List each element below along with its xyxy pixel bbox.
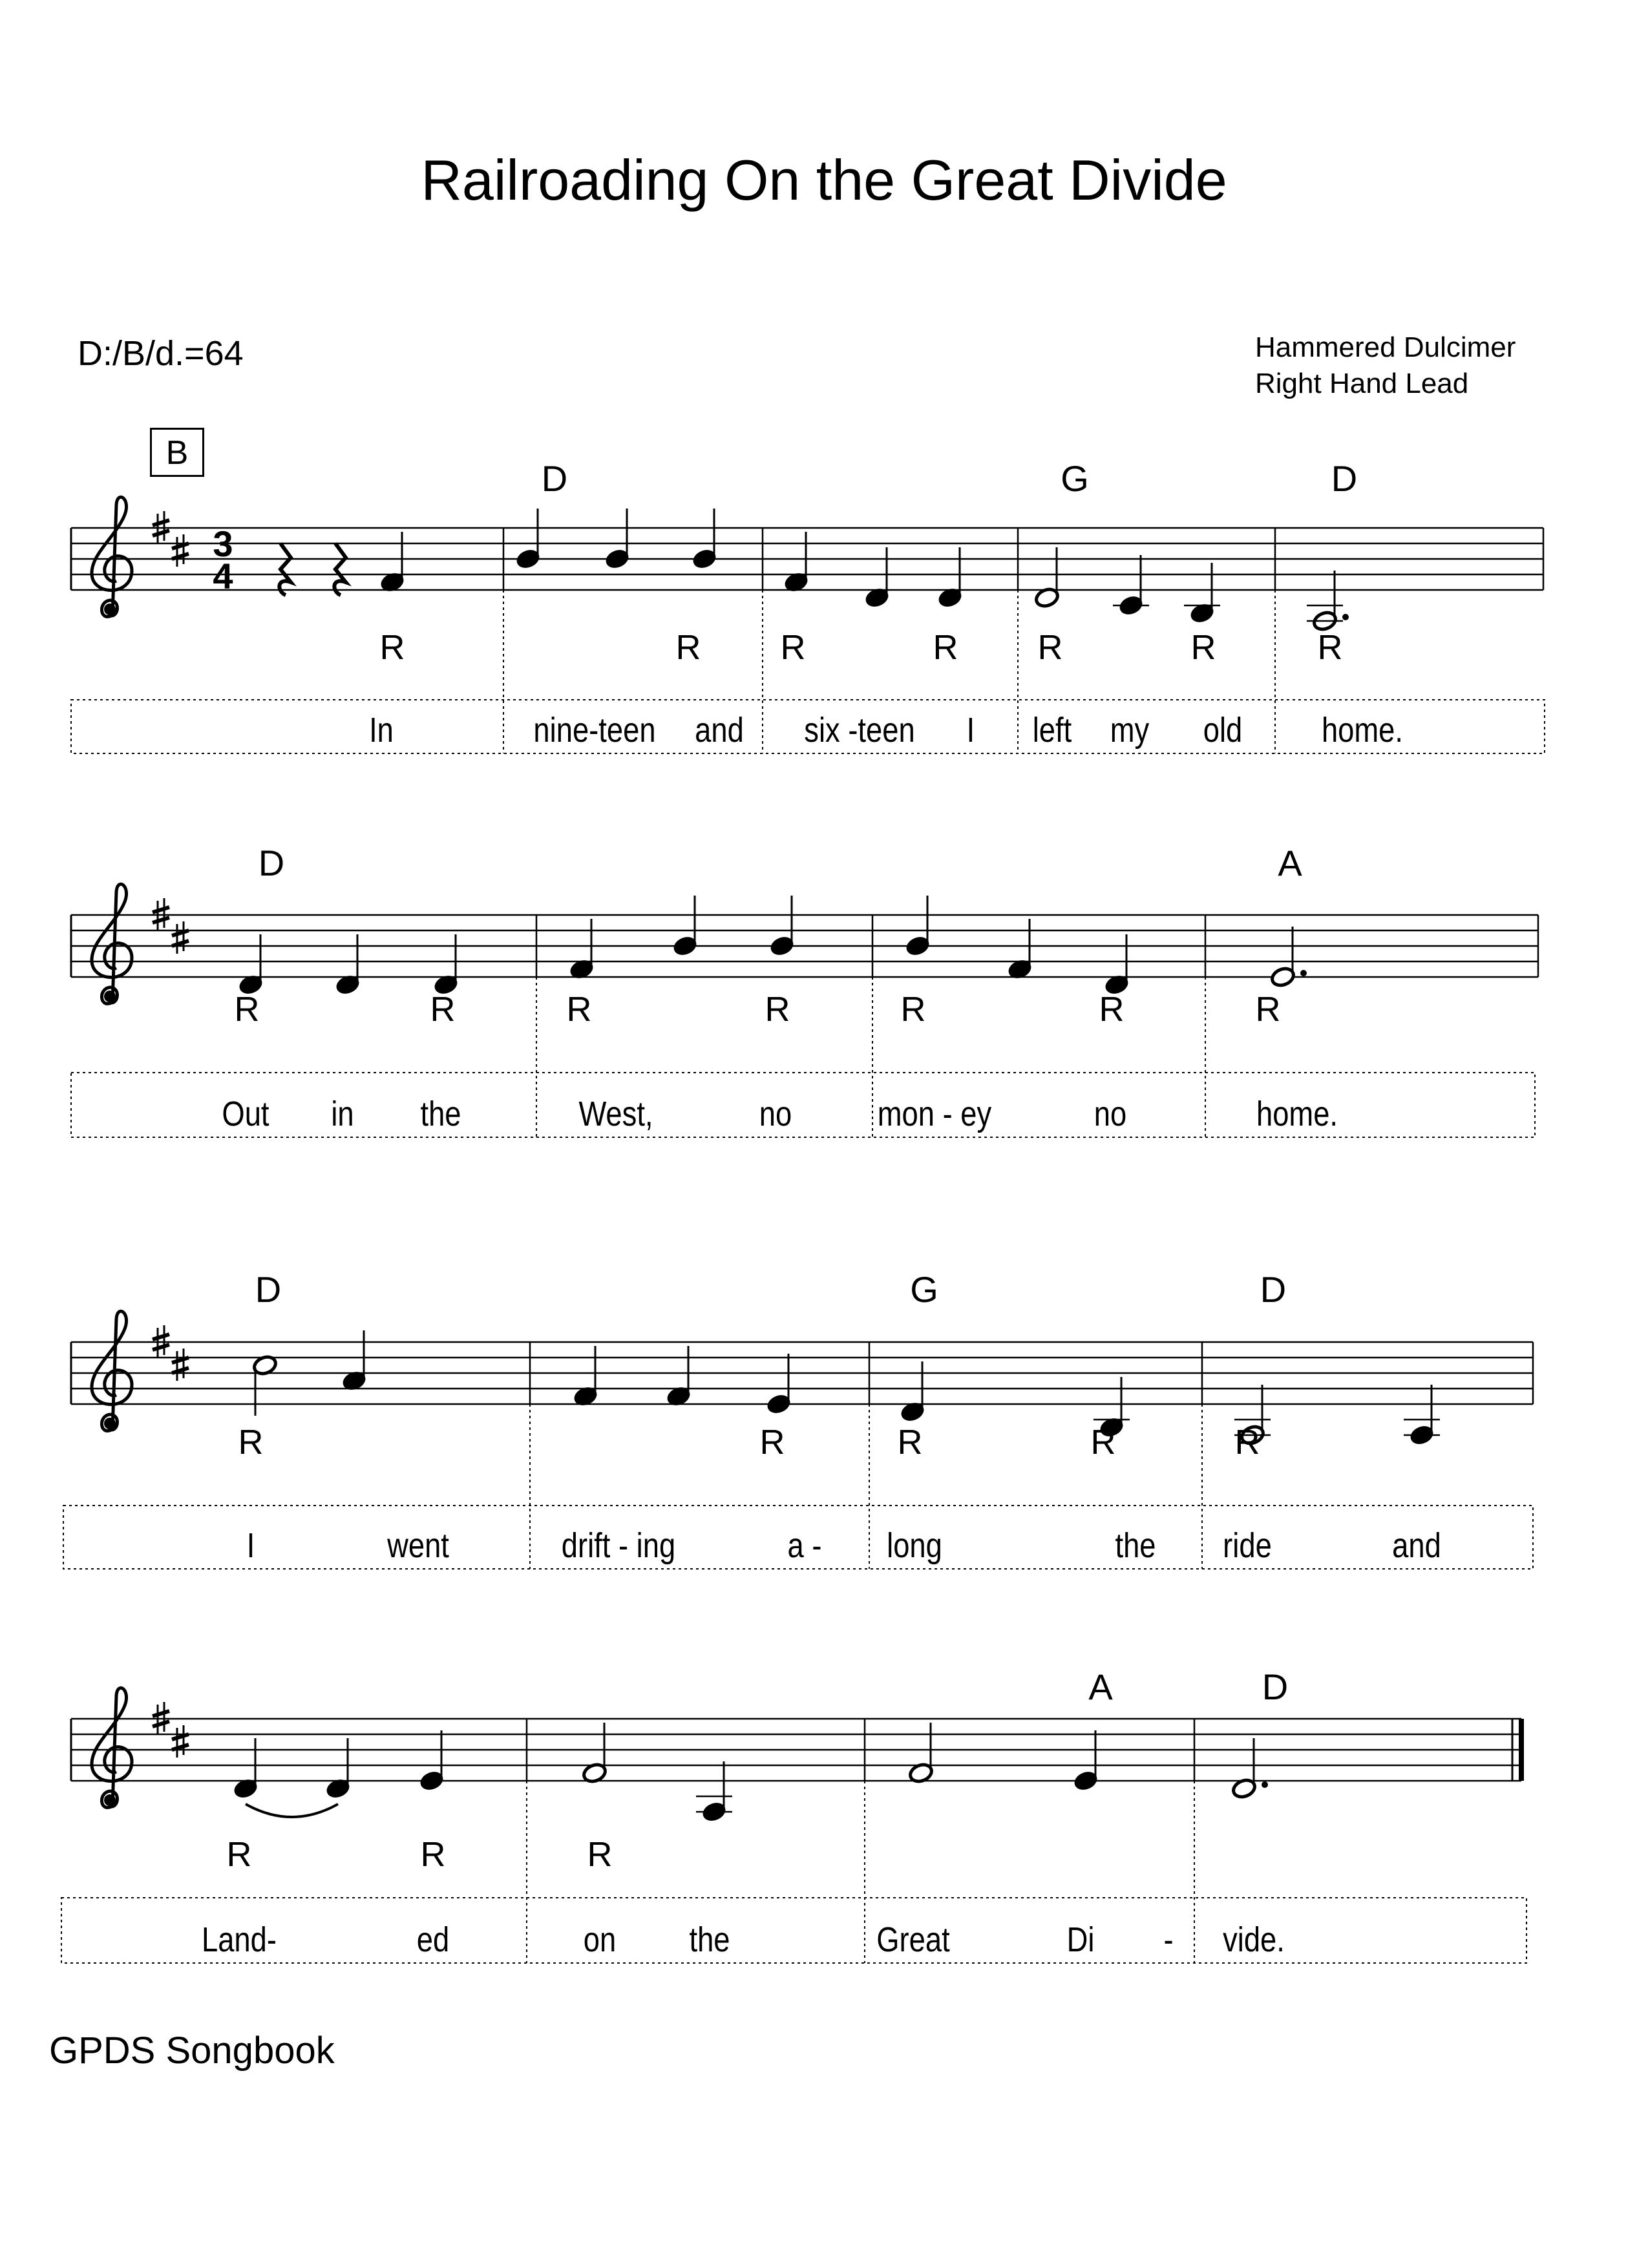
- lyric-syllable: in: [331, 1094, 354, 1133]
- right-hand-mark: R: [933, 628, 958, 667]
- chord-symbol: G: [910, 1269, 938, 1310]
- lyric-syllable: Great: [876, 1920, 950, 1959]
- chord-symbol: A: [1278, 843, 1302, 883]
- lyric-syllable: six -teen: [804, 710, 915, 750]
- lyric-syllable: the: [1115, 1526, 1156, 1565]
- quarter-rest-icon: [279, 543, 291, 595]
- note: [379, 532, 406, 593]
- note: [341, 1330, 368, 1392]
- lyric-syllable: I: [966, 710, 975, 750]
- lyric-syllable: my: [1110, 710, 1150, 750]
- note: [604, 509, 631, 570]
- right-hand-mark: R: [430, 990, 456, 1029]
- staff-system-1: [71, 458, 1545, 753]
- note: [569, 919, 595, 980]
- note: [335, 934, 361, 996]
- time-signature-bottom: 4: [213, 556, 233, 596]
- note: [1104, 934, 1130, 996]
- chord-symbol: D: [258, 843, 285, 883]
- treble-clef-icon: [92, 1688, 132, 1807]
- right-hand-mark: R: [379, 628, 405, 667]
- lyric-syllable: vide.: [1223, 1920, 1285, 1959]
- lyric-syllable: on: [583, 1920, 617, 1959]
- note: [783, 532, 810, 593]
- right-hand-mark: R: [587, 1835, 613, 1874]
- section-mark: B: [150, 428, 204, 477]
- lyric-syllable: and: [695, 710, 744, 750]
- chord-symbol: D: [1331, 458, 1358, 499]
- note: [233, 1738, 259, 1800]
- note: [325, 1738, 352, 1800]
- note: [1007, 919, 1033, 980]
- lyric-syllable: old: [1203, 710, 1243, 750]
- lyric-syllable: the: [420, 1094, 461, 1133]
- lyric-syllable: home.: [1321, 710, 1404, 750]
- right-hand-mark: R: [1099, 990, 1125, 1029]
- note: [419, 1730, 445, 1792]
- lyric-syllable: Di: [1066, 1920, 1095, 1959]
- lyric-syllable: long: [887, 1526, 942, 1565]
- chord-symbol: D: [541, 458, 568, 499]
- right-hand-mark: R: [234, 990, 260, 1029]
- note: [252, 1354, 279, 1416]
- right-hand-mark: R: [238, 1423, 264, 1462]
- lyric-syllable: In: [369, 710, 394, 750]
- note: [238, 934, 264, 996]
- sharp-icon: [172, 921, 189, 954]
- note: [433, 934, 460, 996]
- quarter-rest-icon: [334, 543, 346, 595]
- instrument-line-2: Right Hand Lead: [1255, 368, 1469, 399]
- instrument-line-1: Hammered Dulcimer: [1255, 331, 1516, 363]
- lyric-syllable: home.: [1256, 1094, 1338, 1133]
- footer-text: GPDS Songbook: [49, 2030, 335, 2072]
- sharp-icon: [172, 1725, 189, 1758]
- treble-clef-icon: [92, 497, 132, 616]
- right-hand-mark: R: [1255, 990, 1281, 1029]
- lyric-syllable: mon - ey: [877, 1094, 992, 1133]
- lyric-syllable: -: [1163, 1920, 1174, 1959]
- right-hand-mark: R: [780, 628, 806, 667]
- note: [769, 896, 796, 957]
- right-hand-mark: R: [900, 990, 926, 1029]
- right-hand-mark: R: [420, 1835, 446, 1874]
- lyric-syllable: no: [1093, 1094, 1127, 1133]
- note: [515, 509, 542, 570]
- right-hand-mark: R: [1037, 628, 1063, 667]
- staff-system-2: [71, 843, 1538, 1137]
- note: [582, 1723, 608, 1784]
- treble-clef-icon: [92, 884, 132, 1003]
- note: [1231, 1738, 1268, 1800]
- lyric-syllable: and: [1392, 1526, 1441, 1565]
- note: [692, 509, 718, 570]
- lyric-syllable: West,: [578, 1094, 653, 1133]
- lyric-syllable: I: [246, 1526, 255, 1565]
- right-hand-mark: R: [759, 1423, 785, 1462]
- right-hand-mark: R: [1190, 628, 1216, 667]
- right-hand-mark: R: [897, 1423, 923, 1462]
- note: [864, 547, 891, 609]
- lyric-syllable: the: [689, 1920, 730, 1959]
- sharp-icon: [172, 534, 189, 567]
- note: [766, 1354, 792, 1415]
- lyric-syllable: went: [387, 1526, 449, 1565]
- tempo-marking: D:/B/d.=64: [78, 334, 244, 373]
- right-hand-mark: R: [675, 628, 701, 667]
- chord-symbol: D: [1262, 1666, 1289, 1707]
- dot: [1342, 614, 1349, 620]
- note: [900, 1361, 926, 1423]
- note: [1073, 1730, 1099, 1792]
- page-title: Railroading On the Great Divide: [421, 148, 1227, 212]
- lyric-syllable: no: [759, 1094, 792, 1133]
- chord-symbol: D: [1260, 1269, 1287, 1310]
- note: [1184, 563, 1220, 624]
- note: [696, 1761, 732, 1823]
- right-hand-mark: R: [1317, 628, 1343, 667]
- note: [666, 1346, 692, 1407]
- note: [908, 1723, 935, 1784]
- lyric-syllable: ed: [416, 1920, 450, 1959]
- note: [937, 547, 964, 609]
- lyric-box: [61, 1898, 1527, 1963]
- note: [1113, 555, 1149, 616]
- lyric-syllable: drift - ing: [561, 1526, 676, 1565]
- lyric-syllable: a -: [787, 1526, 822, 1565]
- right-hand-mark: R: [566, 990, 592, 1029]
- dot: [1300, 970, 1307, 976]
- note: [573, 1346, 599, 1407]
- right-hand-mark: R: [1234, 1423, 1260, 1462]
- lyric-syllable: Land-: [201, 1920, 277, 1959]
- note: [1404, 1385, 1440, 1446]
- lyric-syllable: left: [1032, 710, 1072, 750]
- staff-system-3: [63, 1269, 1533, 1569]
- note: [1270, 927, 1307, 988]
- note: [1307, 571, 1349, 632]
- lyric-syllable: Out: [222, 1094, 269, 1133]
- note: [672, 896, 699, 957]
- right-hand-mark: R: [1090, 1423, 1116, 1462]
- chord-symbol: A: [1088, 1666, 1113, 1707]
- note: [1034, 547, 1061, 609]
- lyric-syllable: ride: [1223, 1526, 1272, 1565]
- chord-symbol: G: [1061, 458, 1089, 499]
- staff-system-4: [61, 1666, 1527, 1963]
- tie: [246, 1804, 338, 1817]
- lyric-syllable: nine-teen: [533, 710, 656, 750]
- right-hand-mark: R: [765, 990, 790, 1029]
- sharp-icon: [172, 1349, 189, 1381]
- treble-clef-icon: [92, 1311, 132, 1431]
- note: [905, 896, 931, 957]
- time-signature-top: 3: [213, 523, 233, 564]
- right-hand-mark: R: [226, 1835, 252, 1874]
- dot: [1262, 1781, 1268, 1788]
- chord-symbol: D: [255, 1269, 282, 1310]
